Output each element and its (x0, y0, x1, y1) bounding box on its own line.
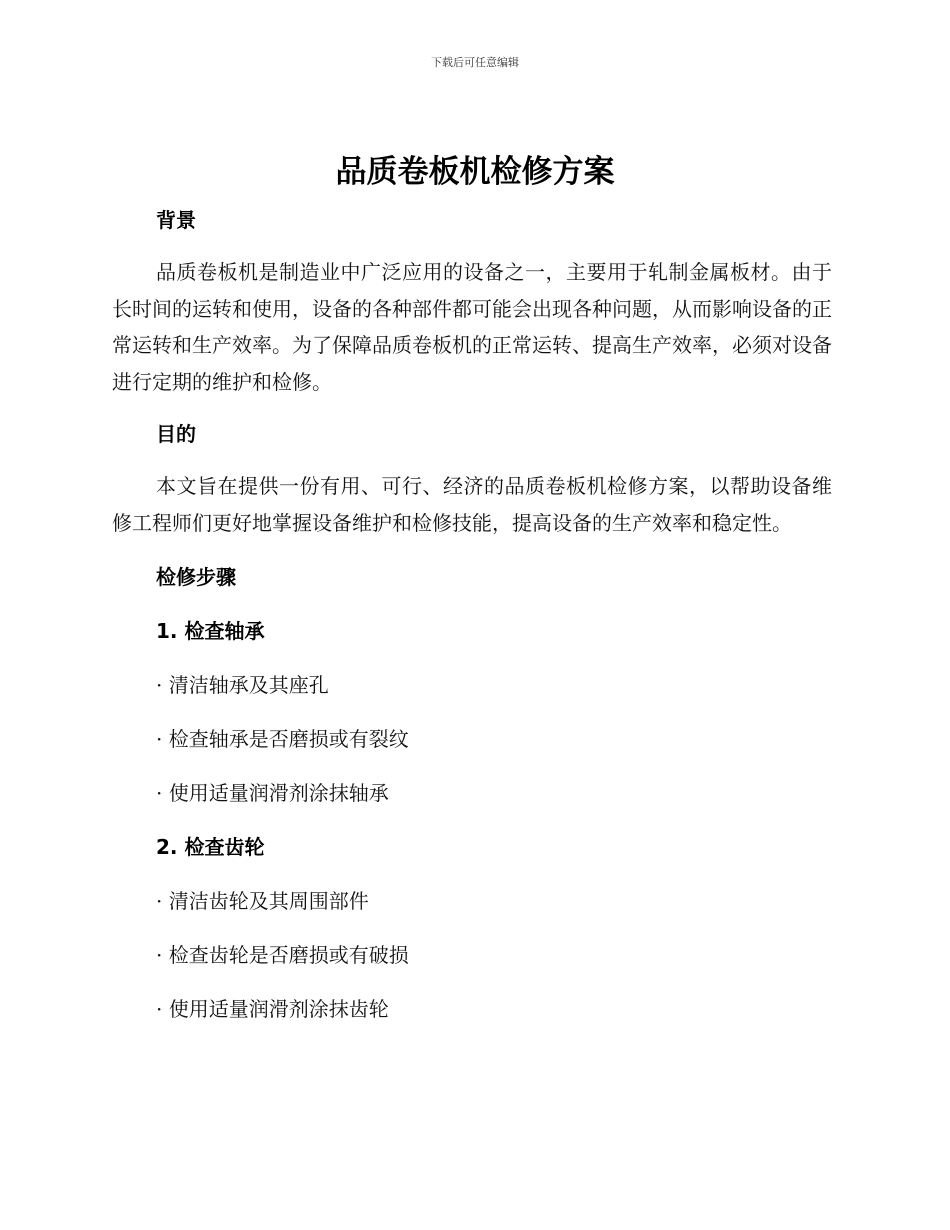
purpose-paragraph: 本文旨在提供一份有用、可行、经济的品质卷板机检修方案，以帮助设备维修工程师们更好地掌握设备维护和检修技能，提高设备的生产效率和稳定性。 (112, 474, 832, 535)
list-item: · 检查齿轮是否磨损或有破损 (156, 943, 409, 967)
document-title: 品质卷板机检修方案 (335, 154, 615, 190)
section-heading-steps: 检修步骤 (156, 565, 236, 589)
header-note: 下载后可任意编辑 (431, 56, 519, 69)
list-item: · 使用适量润滑剂涂抹齿轮 (156, 997, 389, 1021)
step-heading-bearing: 1. 检查轴承 (156, 619, 265, 643)
section-heading-purpose: 目的 (156, 422, 196, 446)
list-item: · 清洁轴承及其座孔 (156, 673, 329, 697)
section-heading-background: 背景 (156, 208, 196, 232)
list-item: · 检查轴承是否磨损或有裂纹 (156, 727, 409, 751)
document-body (112, 200, 832, 1029)
list-item: · 清洁齿轮及其周围部件 (156, 889, 369, 913)
step-heading-gear: 2. 检查齿轮 (156, 835, 265, 859)
background-paragraph: 品质卷板机是制造业中广泛应用的设备之一，主要用于轧制金属板材。由于长时间的运转和使用，设备的各种部件都可能会出现各种问题，从而影响设备的正常运转和生产效率。为了保障品质卷板机的正常运转、提高生产效率，必须对设备进行定期的维护和检修。 (112, 260, 832, 394)
list-item: · 使用适量润滑剂涂抹轴承 (156, 781, 389, 805)
